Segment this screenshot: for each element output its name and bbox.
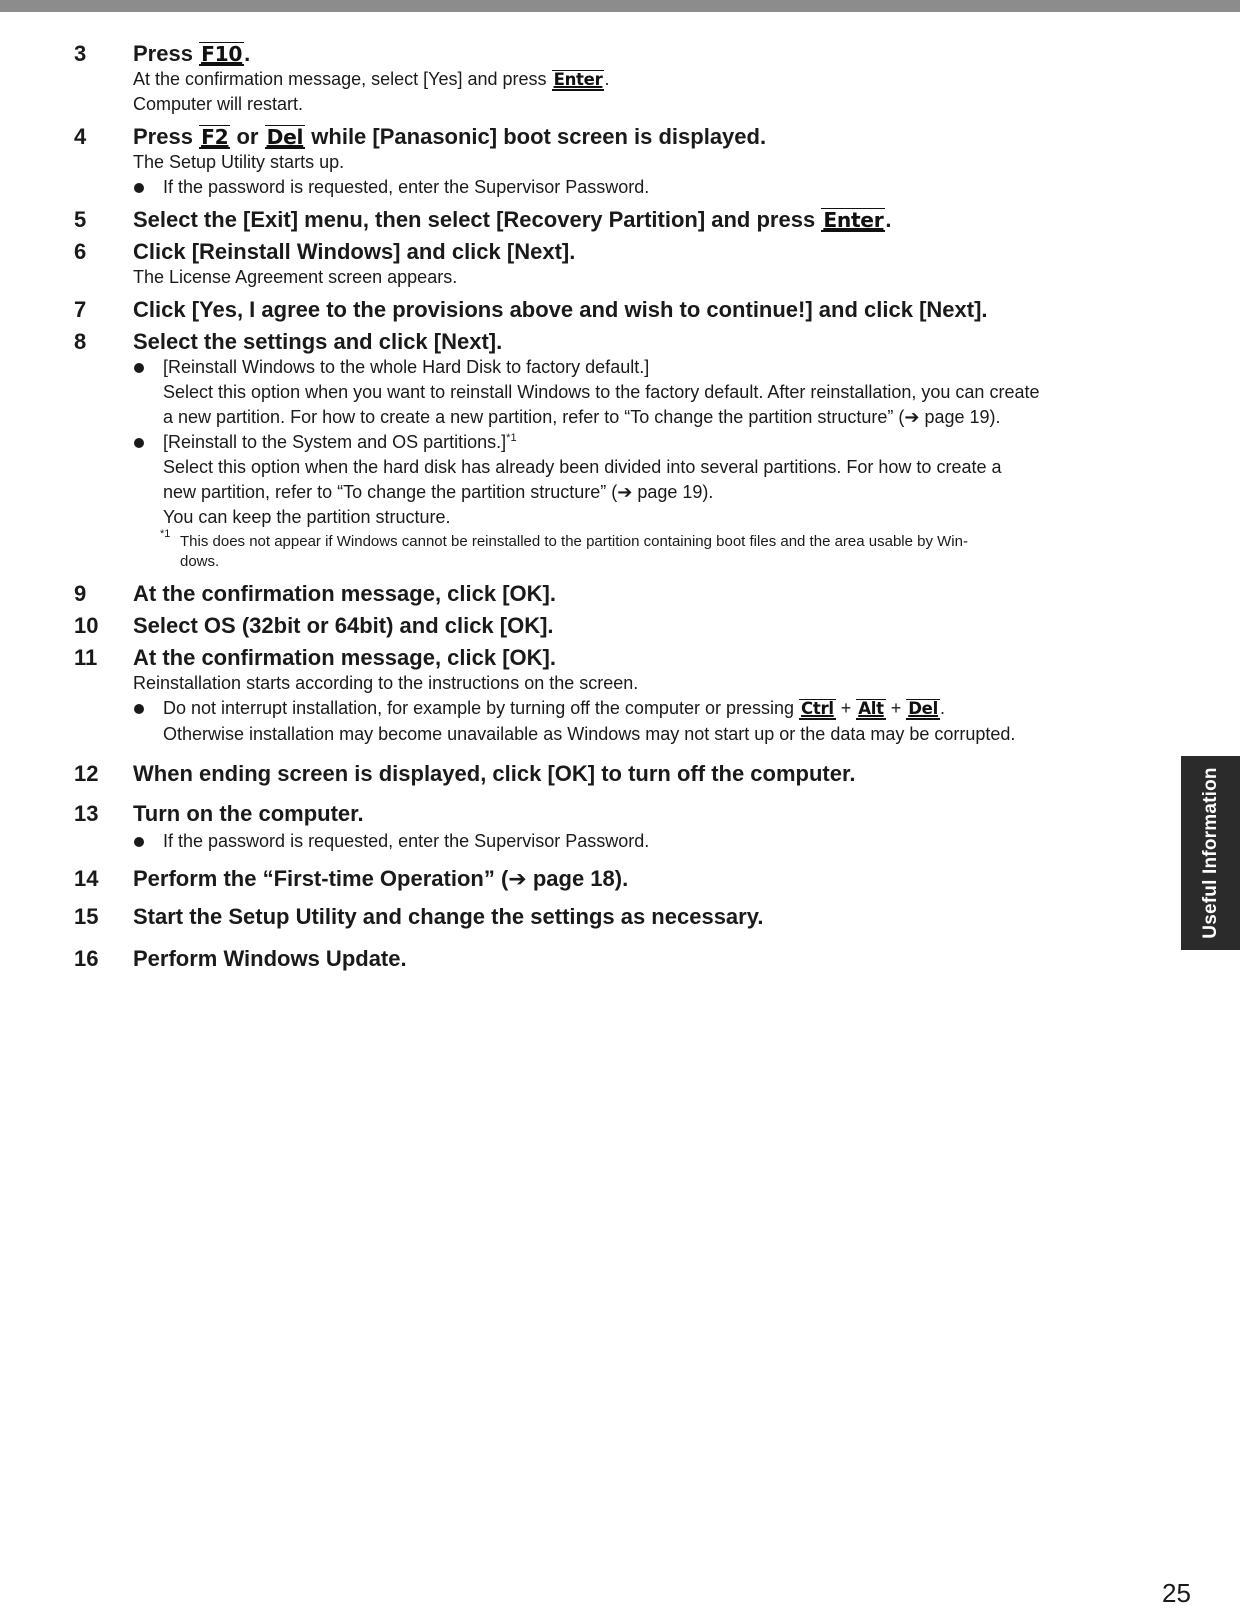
- step-9-heading: At the confirmation message, click [OK].: [133, 581, 556, 606]
- step-5-heading: Select the [Exit] menu, then select [Recovery Partition] and press Enter.: [133, 207, 892, 232]
- step-4-bullet-1: If the password is requested, enter the Supervisor Password.: [163, 177, 650, 197]
- ctrl-key: Ctrl: [801, 699, 834, 718]
- enter-key: Enter: [553, 70, 603, 89]
- step-8-option-2: [Reinstall to the System and OS partitions.]$^{*1}$: [163, 432, 517, 452]
- f10-key: F10: [201, 42, 243, 66]
- bullet-icon: [134, 837, 144, 847]
- step-6-line-1: The License Agreement screen appears.: [133, 267, 458, 287]
- step-6-heading: Click [Reinstall Windows] and click [Next].: [133, 239, 576, 264]
- bullet-icon: [134, 704, 144, 714]
- step-number: 4: [74, 124, 87, 149]
- step-8-option-1: [Reinstall Windows to the whole Hard Disk to factory default.]: [163, 357, 650, 377]
- step-8-option-1-desc-2: a new partition. For how to create a new partition, refer to “To change the partition structure” (➔ page 19).: [163, 407, 1001, 428]
- f2-key: F2: [201, 125, 229, 149]
- step-8-option-1-desc-1: Select this option when you want to reinstall Windows to the factory default. After reinstallation, you can create: [163, 382, 1040, 402]
- step-16-heading: Perform Windows Update.: [133, 946, 407, 971]
- step-number: 8: [74, 329, 87, 354]
- step-11-line-1: Reinstallation starts according to the instructions on the screen.: [133, 673, 639, 693]
- step-15-heading: Start the Setup Utility and change the settings as necessary.: [133, 904, 764, 929]
- enter-key: Enter: [823, 208, 884, 232]
- arrow-right-icon: ➔: [508, 867, 527, 892]
- step-8-option-2-desc-3: You can keep the partition structure.: [163, 507, 451, 527]
- bullet-icon: [134, 363, 144, 373]
- step-14-heading: Perform the “First-time Operation” (➔ page 18).: [133, 866, 629, 892]
- bullet-icon: [134, 183, 144, 193]
- page-number: 25: [1162, 1578, 1191, 1608]
- step-10-heading: Select OS (32bit or 64bit) and click [OK].: [133, 613, 554, 638]
- step-number: 16: [74, 946, 99, 971]
- alt-key: Alt: [858, 699, 884, 718]
- step-number: 7: [74, 297, 87, 322]
- del-key: Del: [266, 125, 304, 149]
- step-number: 13: [74, 801, 99, 826]
- del-key: Del: [908, 699, 938, 718]
- step-number: 5: [74, 207, 87, 232]
- step-number: 14: [74, 866, 99, 891]
- step-number: 11: [74, 645, 98, 670]
- bullet-icon: [134, 438, 144, 448]
- step-number: 15: [74, 904, 99, 929]
- step-4-heading: Press F2 or Del while [Panasonic] boot screen is displayed.: [133, 124, 767, 149]
- step-11-heading: At the confirmation message, click [OK].: [133, 645, 556, 670]
- step-11-bullet-1: Do not interrupt installation, for example by turning off the computer or pressing Ctrl + Alt + Del .: [163, 698, 945, 718]
- step-13-bullet-1: If the password is requested, enter the Supervisor Password.: [163, 831, 650, 851]
- footnote-line-2: dows.: [180, 553, 220, 570]
- step-7-heading: Click [Yes, I agree to the provisions above and wish to continue!] and click [Next].: [133, 297, 988, 322]
- arrow-right-icon: ➔: [617, 482, 633, 503]
- step-11-bullet-1-line-2: Otherwise installation may become unavailable as Windows may not start up or the data may be corrupted.: [163, 724, 1016, 744]
- step-8-option-2-desc-1: Select this option when the hard disk has already been divided into several partitions. For how to create a: [163, 457, 1002, 477]
- step-12-heading: When ending screen is displayed, click [OK] to turn off the computer.: [133, 761, 856, 786]
- section-side-tab: [1181, 756, 1240, 950]
- step-4-line-1: The Setup Utility starts up.: [133, 152, 345, 172]
- step-number: 3: [74, 41, 87, 66]
- step-number: 12: [74, 761, 99, 786]
- step-13-heading: Turn on the computer.: [133, 801, 364, 826]
- step-number: 9: [74, 581, 87, 606]
- top-bar: [0, 0, 1240, 12]
- step-3-line-2: Computer will restart.: [133, 94, 304, 114]
- step-3-line-1: At the confirmation message, select [Yes] and press Enter .: [133, 69, 610, 89]
- step-number: 6: [74, 239, 87, 264]
- step-3-heading: Press F10.: [133, 41, 251, 66]
- arrow-right-icon: ➔: [904, 407, 920, 428]
- step-number: 10: [74, 613, 99, 638]
- step-8-heading: Select the settings and click [Next].: [133, 329, 503, 354]
- step-8-option-2-desc-2: new partition, refer to “To change the partition structure” (➔ page 19).: [163, 482, 714, 503]
- footnote-mark: *1: [160, 528, 171, 540]
- footnote-line-1: This does not appear if Windows cannot be reinstalled to the partition containing boot files and the area usable by Win-: [180, 533, 968, 550]
- side-tab-label: Useful Information: [1199, 767, 1221, 939]
